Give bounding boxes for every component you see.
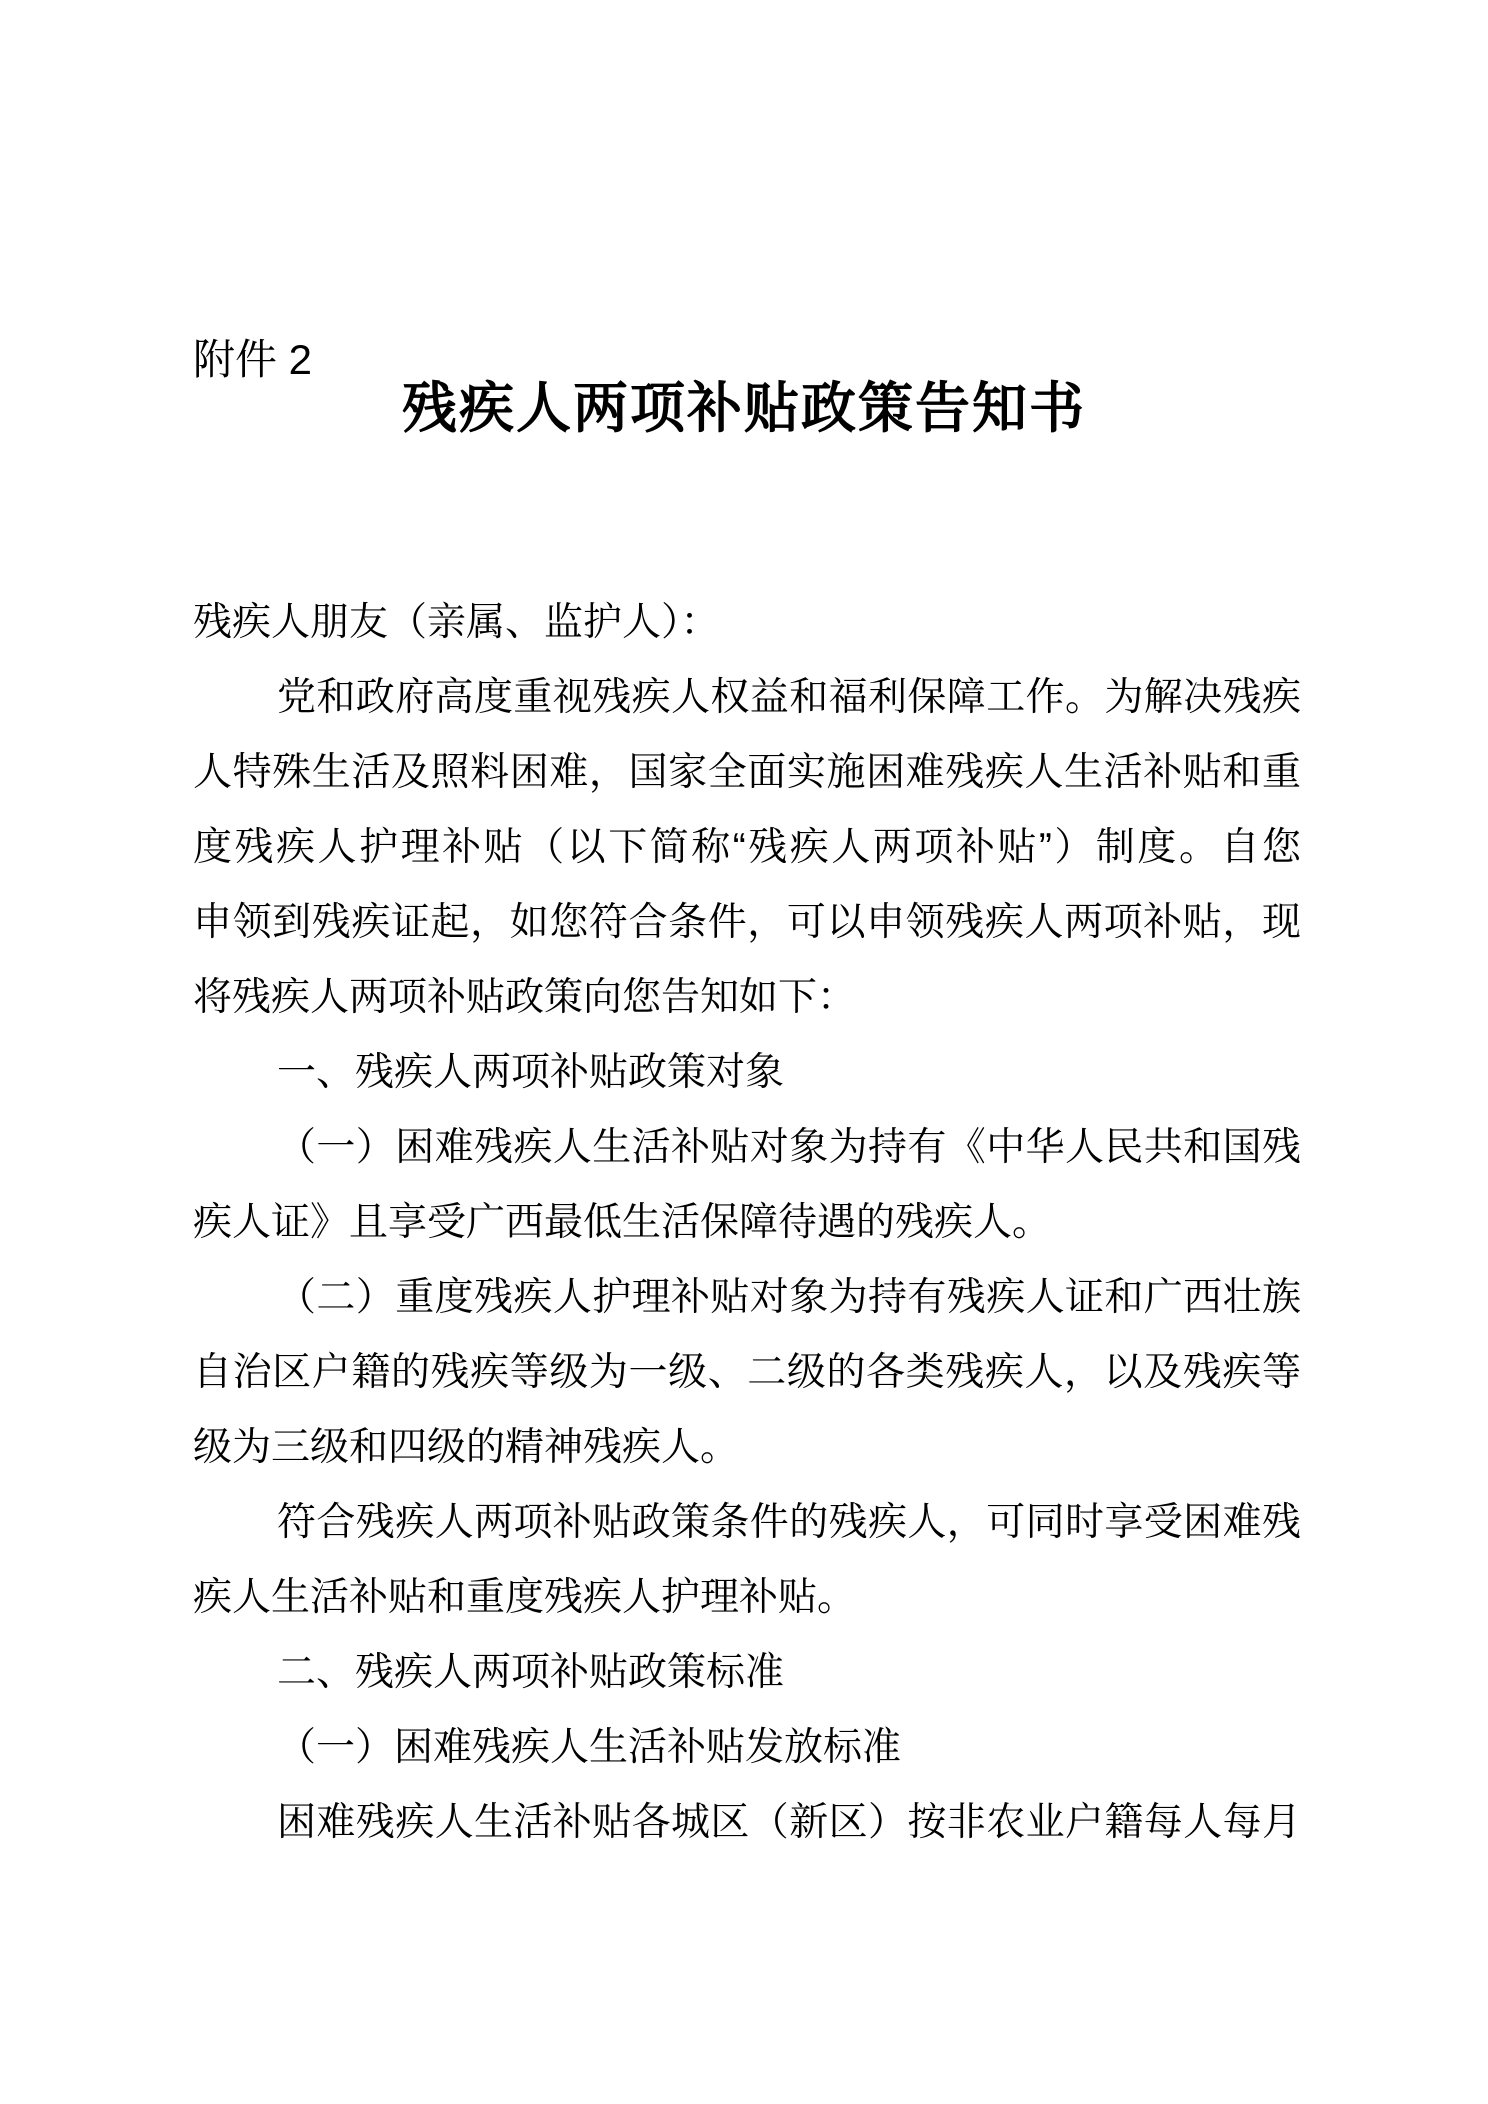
text-line: 级为三级和四级的精神残疾人。 [193, 1426, 740, 1469]
text-line: 人特殊生活及照料困难，国家全面实施困难残疾人生活补贴和重 [193, 751, 1301, 794]
document-title: 残疾人两项补贴政策告知书 [401, 377, 1086, 439]
text-line: （一）困难残疾人生活补贴对象为持有《中华人民共和国残 [277, 1126, 1301, 1169]
text-line: 符合残疾人两项补贴政策条件的残疾人，可同时享受困难残 [277, 1501, 1301, 1544]
document-body [193, 585, 1301, 1860]
text-line: 二、残疾人两项补贴政策标准 [277, 1651, 785, 1694]
text-line: 将残疾人两项补贴政策向您告知如下： [193, 976, 857, 1019]
text-line: 申领到残疾证起，如您符合条件，可以申领残疾人两项补贴，现 [193, 901, 1301, 944]
text-line: （一）困难残疾人生活补贴发放标准 [277, 1726, 902, 1769]
text-line: 党和政府高度重视残疾人权益和福利保障工作。为解决残疾 [277, 676, 1301, 719]
text-line: 一、残疾人两项补贴政策对象 [277, 1051, 785, 1094]
text-line: 自治区户籍的残疾等级为一级、二级的各类残疾人，以及残疾等 [193, 1351, 1301, 1394]
attachment-label: 附件 2 [193, 336, 313, 383]
text-line: （二）重度残疾人护理补贴对象为持有残疾人证和广西壮族 [277, 1276, 1301, 1319]
text-line: 困难残疾人生活补贴各城区（新区）按非农业户籍每人每月 [277, 1801, 1301, 1844]
text-line: 疾人生活补贴和重度残疾人护理补贴。 [193, 1576, 857, 1619]
text-line: 残疾人朋友（亲属、监护人）： [193, 601, 720, 644]
text-line: 疾人证》且享受广西最低生活保障待遇的残疾人。 [193, 1201, 1052, 1244]
text-line: 度残疾人护理补贴（以下简称“残疾人两项补贴”）制度。自您 [193, 826, 1301, 869]
